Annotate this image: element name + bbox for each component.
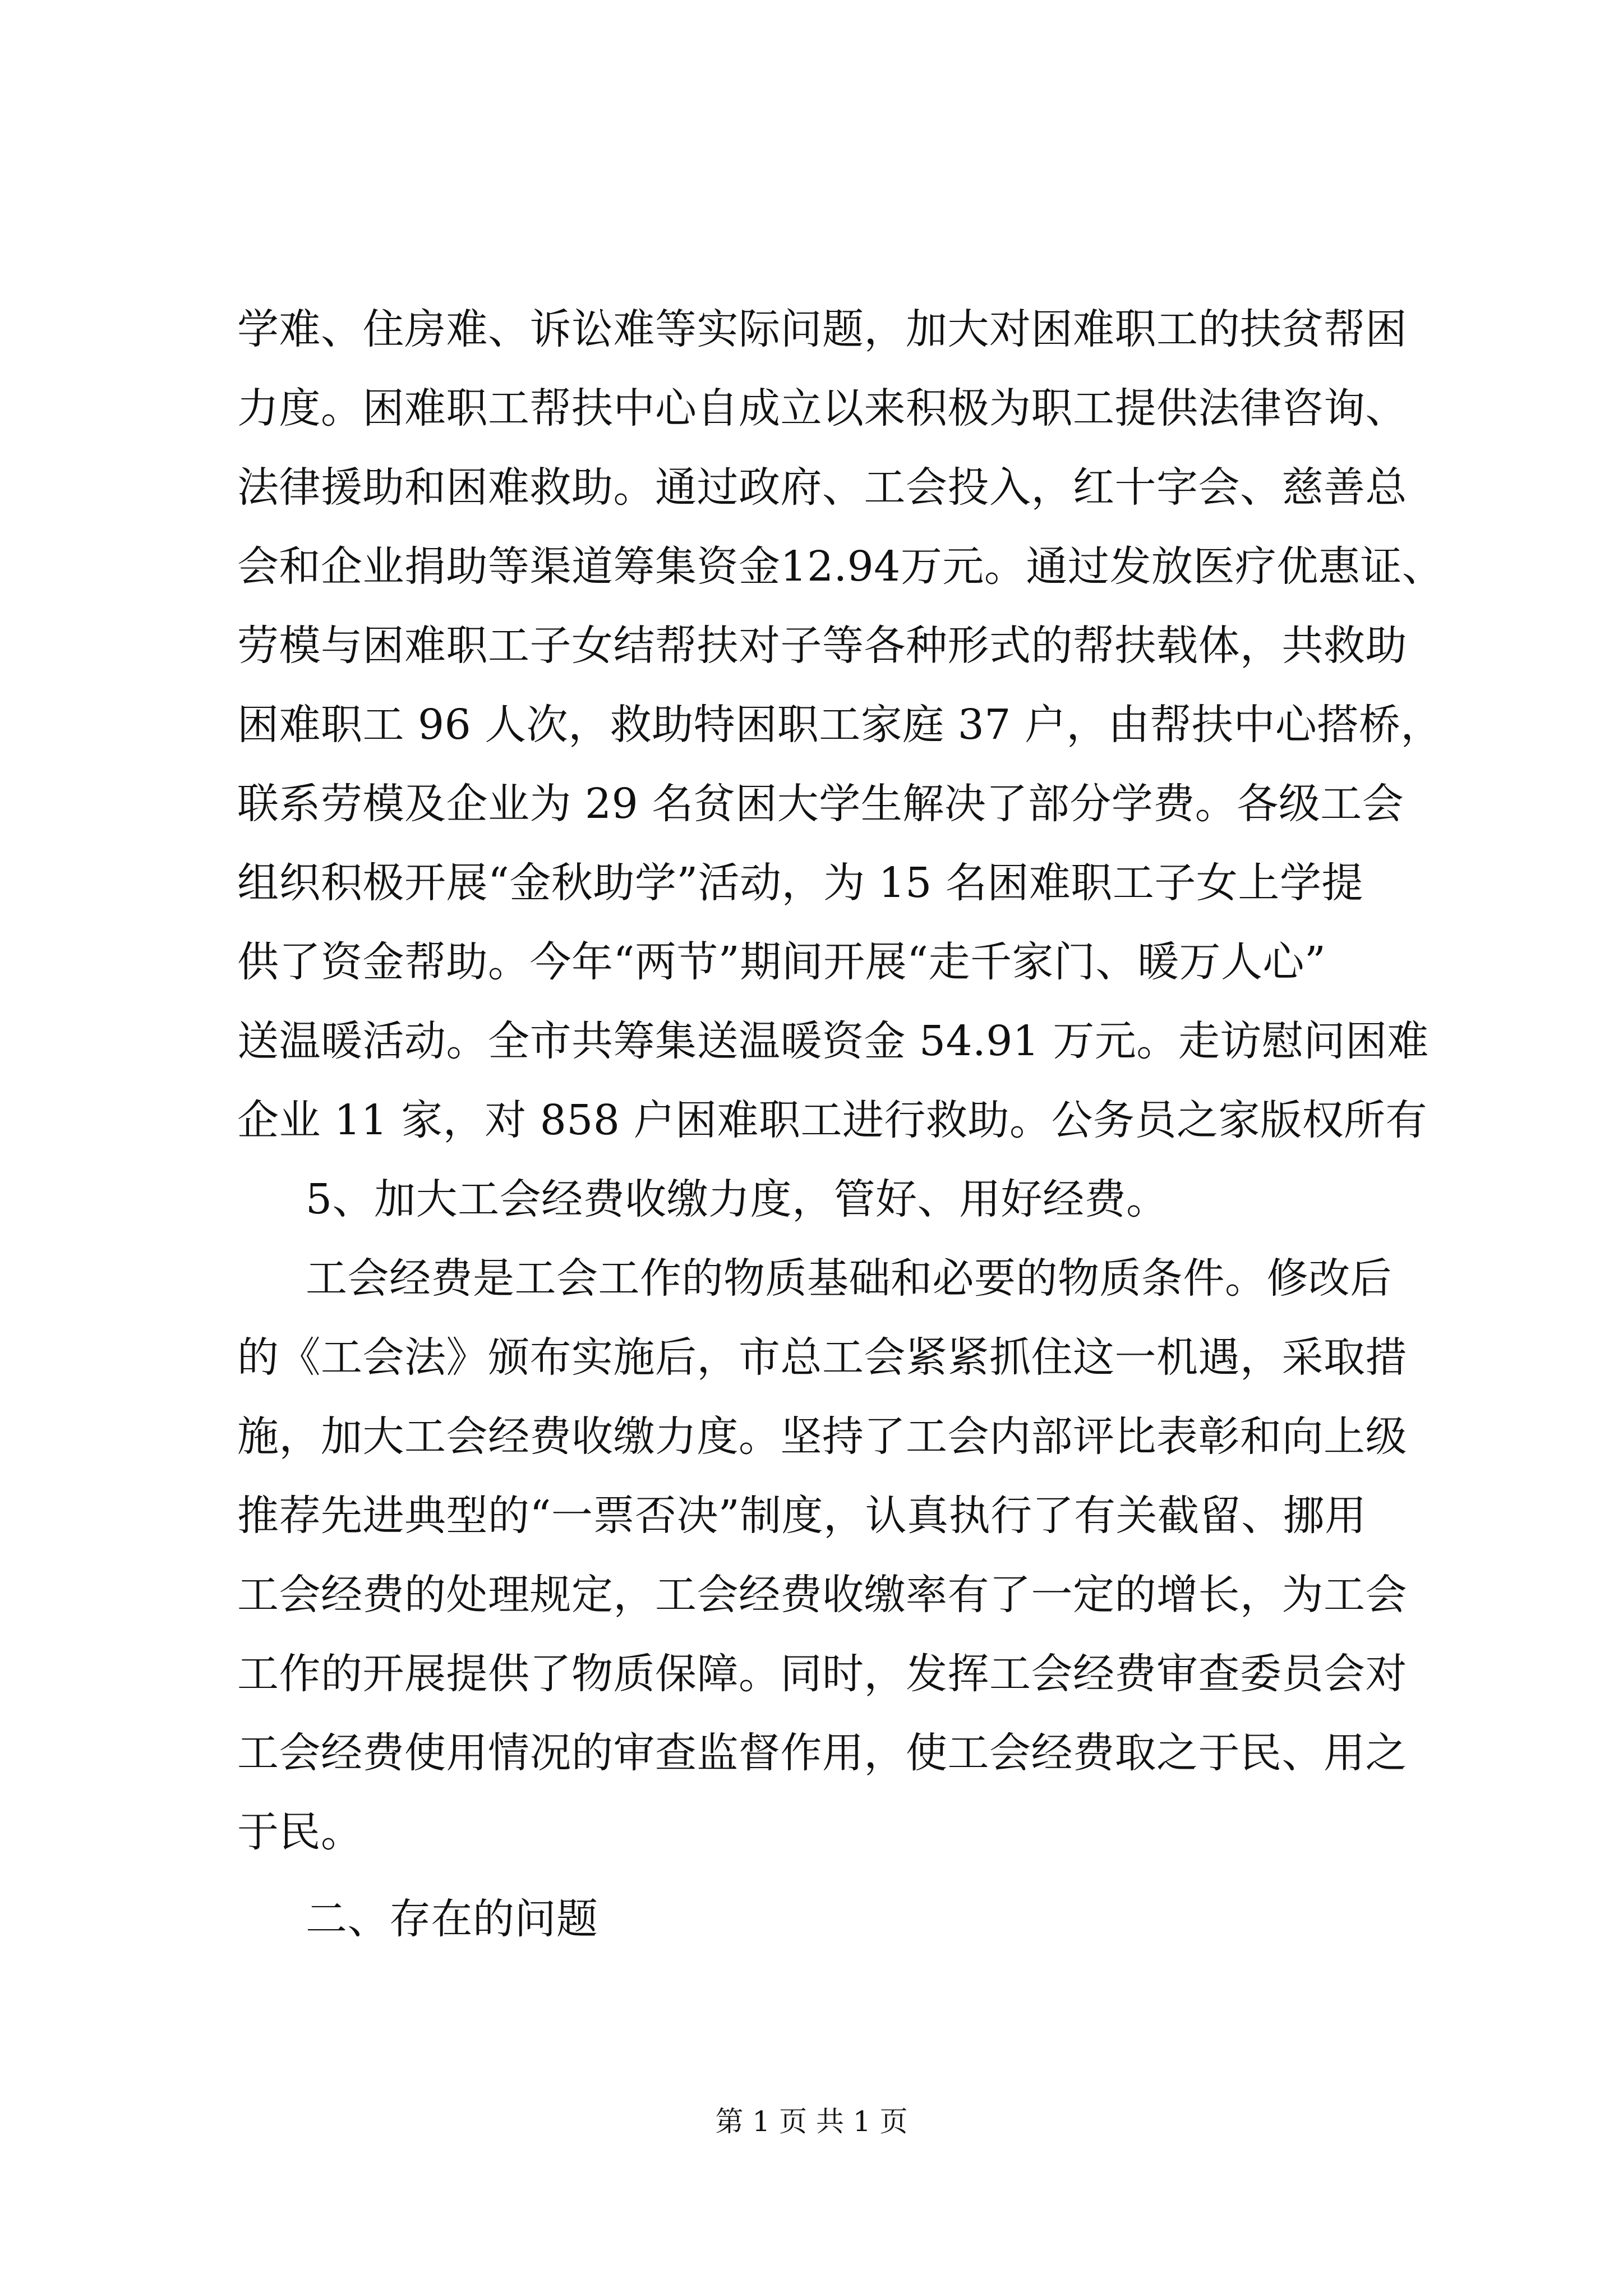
text-line: 的《工会法》颁布实施后，市总工会紧紧抓住这一机遇，采取措 bbox=[237, 1333, 1407, 1382]
page-footer: 第 1 页 共 1 页 bbox=[715, 2105, 908, 2138]
text-line: 联系劳模及企业为 29 名贫困大学生解决了部分学费。各级工会 bbox=[237, 780, 1404, 828]
text-line: 工会经费使用情况的审查监督作用，使工会经费取之于民、用之 bbox=[237, 1729, 1407, 1777]
text-line: 送温暖活动。全市共筹集送温暖资金 54.91 万元。走访慰问困难 bbox=[237, 1017, 1429, 1065]
section-heading-problems: 二、存在的问题 bbox=[306, 1895, 598, 1943]
text-line: 组织积极开展“金秋助学”活动，为 15 名困难职工子女上学提 bbox=[237, 859, 1363, 907]
text-line: 会和企业捐助等渠道筹集资金12.94万元。通过发放医疗优惠证、 bbox=[237, 542, 1444, 591]
text-line: 工作的开展提供了物质保障。同时，发挥工会经费审查委员会对 bbox=[237, 1650, 1407, 1698]
text-line: 工会经费的处理规定，工会经费收缴率有了一定的增长，为工会 bbox=[237, 1571, 1407, 1619]
text-line: 企业 11 家，对 858 户困难职工进行救助。公务员之家版权所有 bbox=[237, 1096, 1427, 1144]
text-line: 于民。 bbox=[237, 1808, 363, 1856]
text-line: 劳模与困难职工子女结帮扶对子等各种形式的帮扶载体，共救助 bbox=[237, 622, 1407, 670]
text-line: 工会经费是工会工作的物质基础和必要的物质条件。修改后 bbox=[306, 1254, 1392, 1303]
text-line: 供了资金帮助。今年“两节”期间开展“走千家门、暖万人心” bbox=[237, 938, 1326, 986]
text-line: 力度。困难职工帮扶中心自成立以来积极为职工提供法律咨询、 bbox=[237, 384, 1407, 432]
text-line: 推荐先进典型的“一票否决”制度，认真执行了有关截留、挪用 bbox=[237, 1492, 1367, 1540]
section-heading-5: 5、加大工会经费收缴力度，管好、用好经费。 bbox=[306, 1175, 1168, 1223]
text-line: 施，加大工会经费收缴力度。坚持了工会内部评比表彰和向上级 bbox=[237, 1412, 1407, 1461]
text-line: 学难、住房难、诉讼难等实际问题，加大对困难职工的扶贫帮困 bbox=[237, 305, 1407, 353]
text-line: 法律援助和困难救助。通过政府、工会投入，红十字会、慈善总 bbox=[237, 463, 1407, 512]
text-line: 困难职工 96 人次，救助特困职工家庭 37 户，由帮扶中心搭桥， bbox=[237, 701, 1442, 749]
